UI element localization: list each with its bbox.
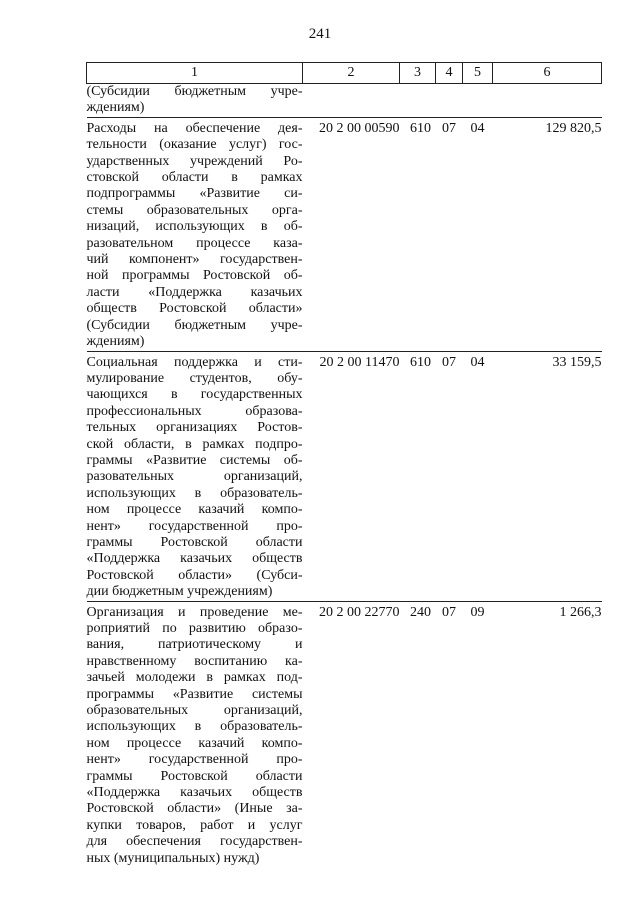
description-line: профессиональных образова- [86, 403, 303, 419]
header-col-1: 1 [87, 63, 303, 84]
description-line: (Субсидии бюджетным учре- [86, 84, 303, 99]
header-col-3: 3 [400, 63, 436, 84]
expense-type-code: 240 [400, 601, 436, 867]
description-line: граммы Ростовской области [86, 768, 303, 784]
description-line: нравственному воспитанию ка- [86, 653, 303, 669]
description-line: роприятий по развитию образо- [86, 621, 303, 636]
description-line: купки товаров, работ и услуг [86, 817, 303, 833]
amount-value: 33 159,5 [493, 351, 602, 601]
description-line: (Субсидии бюджетным учре- [86, 317, 303, 333]
budget-table [86, 62, 602, 867]
description-line: стемы образовательных орга- [86, 202, 303, 218]
description-line: нент» государственной про- [86, 518, 303, 534]
description-line: чающихся в государственных [86, 387, 303, 403]
description-line: нент» государственной про- [86, 752, 303, 768]
description-line: Ростовской области» (Иные за- [86, 801, 303, 817]
row-description [87, 84, 303, 118]
description-line: стовской области в рамках [86, 170, 303, 186]
section-code: 07 [436, 117, 463, 351]
expense-type-code [400, 84, 436, 118]
amount-value: 1 266,3 [493, 601, 602, 867]
description-line: ном процессе казачий компо- [86, 735, 303, 751]
description-line: ждениям) [86, 100, 145, 116]
row-description [87, 351, 303, 601]
subsection-code: 04 [463, 351, 493, 601]
description-line: Организация и проведение ме- [86, 604, 303, 620]
description-line: программы «Развитие системы [86, 686, 303, 702]
target-article-code: 20 2 00 11470 [303, 351, 400, 601]
description-line: ном процессе казачий компо- [86, 502, 303, 518]
row-description [87, 117, 303, 351]
subsection-code: 04 [463, 117, 493, 351]
target-article-code: 20 2 00 22770 [303, 601, 400, 867]
description-line: ударственных учреждений Ро- [86, 153, 303, 169]
description-line: для обеспечения государствен- [86, 834, 303, 850]
description-line: обществ Ростовской области» [86, 301, 303, 317]
description-line: граммы Ростовской области [86, 534, 303, 550]
description-line: дии бюджетным учреждениям) [86, 584, 273, 600]
header-col-4: 4 [436, 63, 463, 84]
description-line: использующих в образователь- [86, 485, 303, 501]
header-col-6: 6 [493, 63, 602, 84]
description-line: ласти «Поддержка казачьих [86, 284, 303, 300]
description-line: тельных организациях Ростов- [86, 420, 303, 436]
description-line: разовательных организаций, [86, 469, 303, 485]
description-line: низаций, использующих в об- [86, 219, 303, 235]
description-line: Расходы на обеспечение дея- [86, 120, 303, 136]
table-row [87, 117, 602, 351]
description-line: зачьей молодежи в рамках под- [86, 670, 303, 686]
header-col-2: 2 [303, 63, 400, 84]
expense-type-code: 610 [400, 117, 436, 351]
description-line: ской области, в рамках подпро- [86, 436, 303, 452]
header-col-5: 5 [463, 63, 493, 84]
description-line: использующих в образователь- [86, 719, 303, 735]
header-row [87, 63, 602, 84]
description-line: граммы «Развитие системы об- [86, 452, 303, 468]
table-row [87, 351, 602, 601]
expense-type-code: 610 [400, 351, 436, 601]
row-description [87, 601, 303, 867]
description-line: ждениям) [86, 334, 145, 350]
description-line: тельности (оказание услуг) гос- [86, 137, 303, 153]
description-line: ной программы Ростовской об- [86, 268, 303, 284]
subsection-code [463, 84, 493, 118]
page-number: 241 [308, 26, 332, 42]
table-row [87, 84, 602, 118]
section-code [436, 84, 463, 118]
description-line: ных (муниципальных) нужд) [86, 850, 260, 866]
description-line: чий компонент» государствен- [86, 252, 303, 268]
description-line: мулирование студентов, обу- [86, 370, 303, 386]
description-line: разовательном процессе каза- [86, 235, 303, 251]
description-line: «Поддержка казачьих обществ [86, 785, 303, 801]
section-code: 07 [436, 351, 463, 601]
description-line: вания, патриотическому и [86, 637, 303, 653]
description-line: «Поддержка казачьих обществ [86, 551, 303, 567]
table-row [87, 601, 602, 867]
amount-value: 129 820,5 [493, 117, 602, 351]
target-article-code: 20 2 00 00590 [303, 117, 400, 351]
section-code: 07 [436, 601, 463, 867]
target-article-code [303, 84, 400, 118]
description-line: образовательных организаций, [86, 703, 303, 719]
subsection-code: 09 [463, 601, 493, 867]
description-line: Социальная поддержка и сти- [86, 354, 303, 370]
description-line: Ростовской области» (Субси- [86, 567, 303, 583]
amount-value [493, 84, 602, 118]
description-line: подпрограммы «Развитие си- [86, 186, 303, 202]
